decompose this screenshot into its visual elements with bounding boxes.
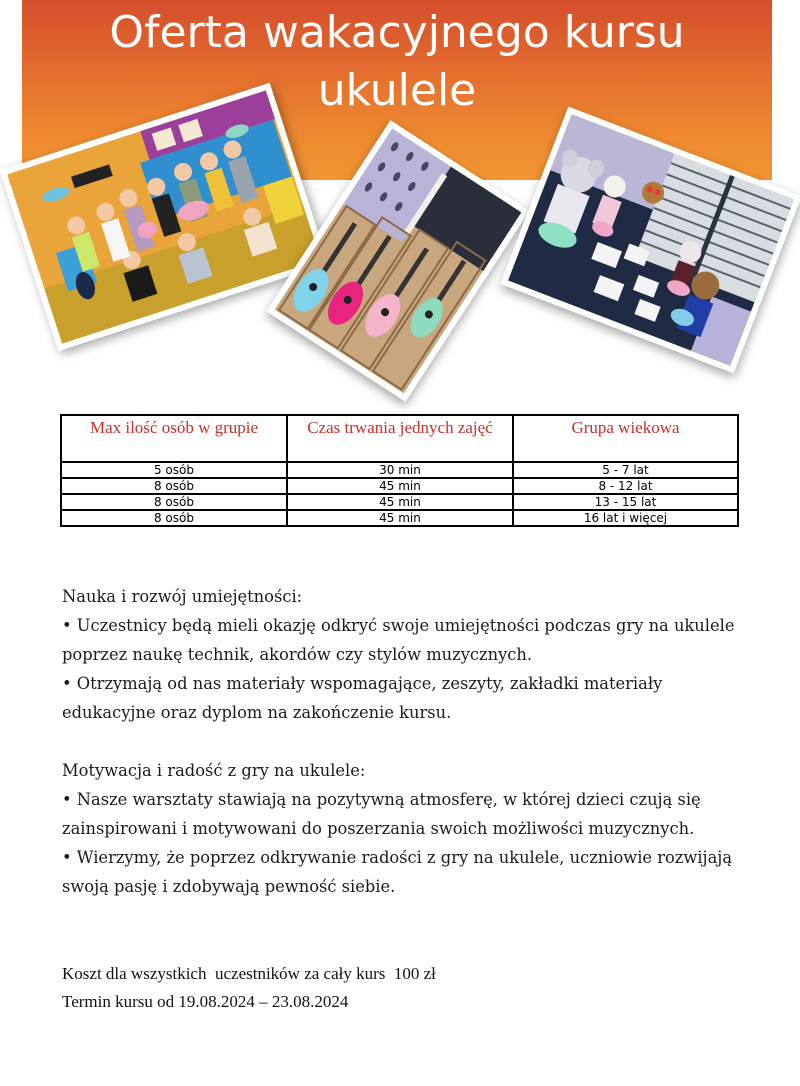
title-line-2: ukulele: [317, 65, 477, 116]
cell-age-group: 16 lat i więcej: [513, 510, 738, 526]
course-info-table: [60, 414, 739, 527]
cell-age-group: 5 - 7 lat: [513, 462, 738, 478]
table-header-row: [61, 415, 738, 462]
bullet-item: • Otrzymają od nas materiały wspomagające, zeszyty, zakładki materiały edukacyjne oraz dyplom na zakończenie kursu.: [62, 674, 663, 722]
cell-duration: 45 min: [287, 478, 513, 494]
column-header-age-group: Grupa wiekowa: [513, 415, 738, 462]
cell-duration: 45 min: [287, 510, 513, 526]
section-spacer: [62, 727, 742, 756]
page-title: [22, 4, 772, 120]
section-motivation: [62, 756, 742, 901]
section-heading: Nauka i rozwój umiejętności:: [62, 587, 303, 606]
section-heading: Motywacja i radość z gry na ukulele:: [62, 761, 366, 780]
cell-duration: 30 min: [287, 462, 513, 478]
table-row: [61, 478, 738, 494]
course-cost: Koszt dla wszystkich uczestników za cały kurs 100 zł: [62, 964, 436, 983]
course-dates: Termin kursu od 19.08.2024 – 23.08.2024: [62, 992, 349, 1011]
course-description: [62, 582, 742, 901]
cell-group-size: 8 osób: [61, 510, 287, 526]
column-header-duration: Czas trwania jednych zajęć: [287, 415, 513, 462]
cell-duration: 45 min: [287, 494, 513, 510]
bullet-item: • Wierzymy, że poprzez odkrywanie radości z gry na ukulele, uczniowie rozwijają swoją pasję i zdobywają pewność siebie.: [62, 848, 733, 896]
cell-age-group: 8 - 12 lat: [513, 478, 738, 494]
cell-group-size: 8 osób: [61, 494, 287, 510]
section-learning: [62, 582, 742, 727]
course-details-footer: [62, 960, 742, 1016]
column-header-group-size: Max ilość osób w grupie: [61, 415, 287, 462]
title-line-1: Oferta wakacyjnego kursu: [109, 7, 685, 58]
cell-age-group: 13 - 15 lat: [513, 494, 738, 510]
table-row: [61, 510, 738, 526]
cell-group-size: 8 osób: [61, 478, 287, 494]
bullet-item: • Nasze warsztaty stawiają na pozytywną atmosferę, w której dzieci czują się zainspirowani i motywowani do poszerzania swoich możliwości muzycznych.: [62, 790, 701, 838]
table-row: [61, 494, 738, 510]
table-row: [61, 462, 738, 478]
bullet-item: • Uczestnicy będą mieli okazję odkryć swoje umiejętności podczas gry na ukulele poprzez naukę technik, akordów czy stylów muzycznych.: [62, 616, 735, 664]
cell-group-size: 5 osób: [61, 462, 287, 478]
